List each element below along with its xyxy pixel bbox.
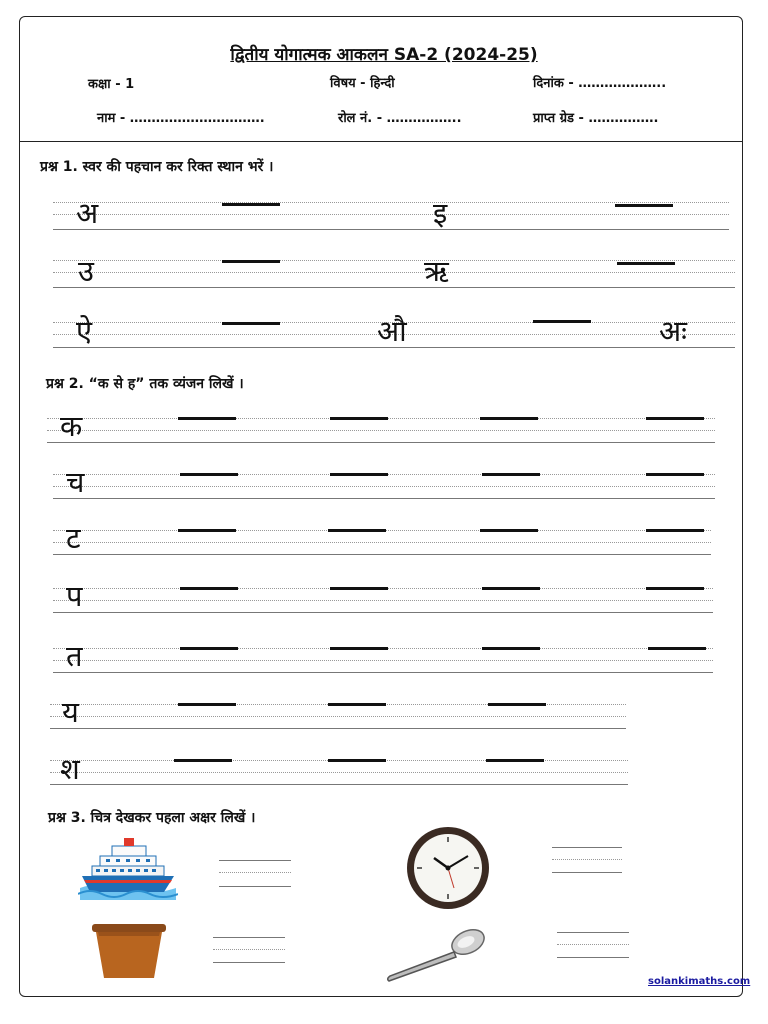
- consonant-letter: च: [66, 465, 85, 499]
- roll-number-field[interactable]: रोल नं. - ……………..: [338, 111, 462, 126]
- date-field[interactable]: दिनांक - ………………..: [533, 76, 667, 91]
- vowel-letter: इ: [433, 196, 448, 230]
- vowel-letter: अ: [76, 196, 99, 230]
- name-field[interactable]: नाम - ………………………….: [97, 111, 265, 126]
- subject-label: विषय - हिन्दी: [330, 76, 395, 91]
- blank-dash[interactable]: [533, 320, 591, 323]
- blank-dash[interactable]: [222, 260, 280, 263]
- header-divider: [19, 141, 743, 142]
- blank-dash[interactable]: [222, 322, 280, 325]
- question-3-title: प्रश्न 3. चित्र देखकर पहला अक्षर लिखें ।: [48, 810, 256, 826]
- blank-dash[interactable]: [615, 204, 673, 207]
- vowel-letter: ऐ: [76, 314, 93, 348]
- consonant-letter: ट: [66, 521, 81, 555]
- ship-image: [78, 836, 178, 900]
- vowel-letter: ऋ: [424, 254, 449, 288]
- consonant-letter: क: [60, 409, 83, 443]
- blank-dash[interactable]: [617, 262, 675, 265]
- consonant-letter: त: [66, 639, 83, 673]
- consonant-letter: श: [60, 752, 80, 786]
- spoon-image: [384, 926, 488, 984]
- footer-site-link[interactable]: solankimaths.com: [648, 976, 751, 987]
- consonant-letter: य: [62, 695, 79, 729]
- vowel-letter: अः: [659, 314, 688, 348]
- blank-dash[interactable]: [222, 203, 280, 206]
- question-2-title: प्रश्न 2. “क से ह” तक व्यंजन लिखें ।: [46, 376, 244, 392]
- pot-image: [92, 924, 166, 980]
- worksheet-title: द्वितीय योगात्मक आकलन SA-2 (2024-25): [230, 45, 538, 65]
- grade-field[interactable]: प्राप्त ग्रेड - …………….: [533, 111, 659, 126]
- vowel-letter: औ: [377, 314, 407, 348]
- class-label: कक्षा - 1: [88, 77, 135, 92]
- vowel-letter: उ: [78, 254, 94, 288]
- clock-image: [404, 826, 492, 910]
- question-1-title: प्रश्न 1. स्वर की पहचान कर रिक्त स्थान भरें ।: [40, 159, 274, 175]
- consonant-letter: प: [66, 579, 83, 613]
